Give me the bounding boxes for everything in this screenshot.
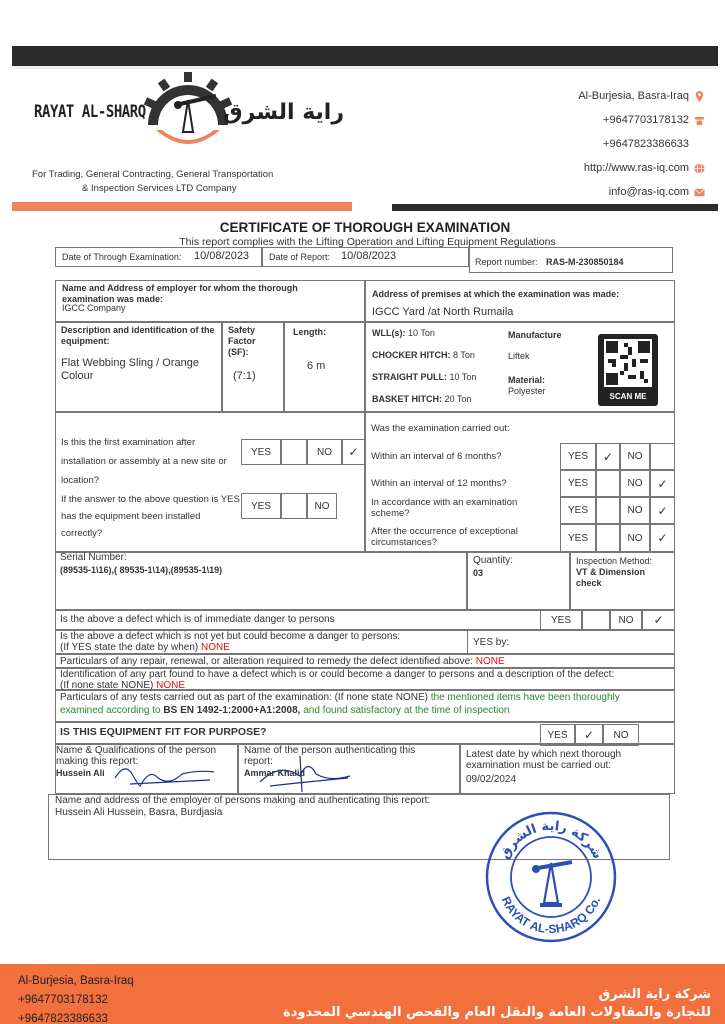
tagline-line-2: & Inspection Services LTD Company: [82, 183, 237, 194]
certificate-subtitle: This report complies with the Lifting Operation and Lifting Equipment Regulations: [179, 236, 556, 248]
method-cell: Inspection Method: VT & Dimension check: [570, 552, 675, 610]
fit-purpose-row: IS THIS EQUIPMENT FIT FOR PURPOSE?: [55, 722, 675, 744]
exceptional-yes[interactable]: YES: [560, 524, 596, 552]
six-months-no[interactable]: NO: [620, 443, 650, 470]
exceptional-no-check[interactable]: ✓: [650, 524, 675, 552]
fit-yes-check[interactable]: ✓: [575, 724, 603, 746]
six-months-yes[interactable]: YES: [560, 443, 596, 470]
spacer-icon: [694, 139, 705, 150]
globe-icon: [694, 163, 705, 174]
exceptional-no[interactable]: NO: [620, 524, 650, 552]
date-report-value: 10/08/2023: [341, 250, 397, 262]
scan-me-label: SCAN ME: [609, 392, 647, 401]
six-months-question: Within an interval of 6 months?: [371, 451, 502, 462]
next-exam-date: 09/02/2024: [466, 774, 517, 785]
company-name-en: RAYAT AL-SHARQ: [34, 102, 146, 122]
footer-company-ar: [283, 986, 711, 1022]
employer-persons-value: Hussein Ali Hussein, Basra, Burdjasia: [55, 807, 223, 818]
qr-code-icon: [604, 339, 652, 387]
inspector-name: Hussein Ali: [56, 768, 105, 778]
manufacture-value: Liftek: [508, 351, 530, 361]
straight-value: 10 Ton: [449, 372, 477, 382]
first-exam-no[interactable]: NO: [307, 439, 342, 465]
premises-cell: Address of premises at which the examination was made: IGCC Yard /at North Rumaila: [365, 280, 675, 322]
employer-value: IGCC Company: [62, 303, 126, 313]
footer-ar-line-2: للتجارة والمقاولات العامة والنقل العام والفحص الهندسي المحدودة: [283, 1005, 711, 1020]
first-exam-no-check[interactable]: ✓: [342, 439, 365, 465]
installed-no[interactable]: NO: [307, 493, 337, 519]
safety-factor-cell: Safety Factor (SF): (7:1): [222, 322, 284, 412]
footer-ar-line-1: شركة راية الشرق: [598, 987, 711, 1002]
footer-address: Al-Burjesia, Basra-Iraq: [18, 975, 134, 987]
first-exam-block: [55, 412, 365, 552]
installed-yes[interactable]: YES: [241, 493, 281, 519]
future-danger-row: Is the above a defect which is not yet but could become a danger to persons: (If YES state the date by when) NONE: [55, 630, 675, 654]
quantity-value: 03: [473, 568, 484, 578]
footer-contacts: [18, 972, 134, 1024]
phone-icon: [694, 115, 705, 126]
company-tagline: [32, 168, 273, 196]
contact-phone-1[interactable]: +9647703178132: [578, 108, 705, 132]
fit-no[interactable]: NO: [603, 724, 639, 746]
scheme-no[interactable]: NO: [620, 497, 650, 524]
length-value: 6 m: [307, 360, 326, 372]
date-through-value: 10/08/2023: [194, 250, 250, 262]
first-exam-question: Is this the first examination after installation or assembly at a new site or location?: [61, 437, 227, 486]
equipment-desc-value: Flat Webbing Sling / Orange Colour: [61, 357, 199, 382]
authenticator-cell: Name of the person authenticating this report: Ammar Khalid: [238, 744, 460, 794]
authenticator-name: Ammar Khalid: [244, 768, 306, 778]
employer-cell: Name and Address of employer for whom the thorough examination was made: IGCC Company: [55, 280, 365, 322]
company-stamp-icon: [482, 808, 620, 946]
scheme-no-check[interactable]: ✓: [650, 497, 675, 524]
twelve-months-yes[interactable]: YES: [560, 470, 596, 497]
serial-cell: Serial Number: (89535-1\16),( 89535-1\14),(89535-1\19): [55, 552, 467, 610]
load-ratings-cell: WLL(s): 10 Ton CHOCKER HITCH: 8 Ton STRAIGHT PULL: 10 Ton BASKET HITCH: 20 Ton Manufacture Liftek Material: Polyester: [365, 322, 675, 412]
premises-value: IGCC Yard /at North Rumaila: [372, 306, 514, 318]
top-dark-bar: [12, 46, 718, 66]
basket-value: 20 Ton: [444, 394, 472, 404]
choker-value: 8 Ton: [453, 350, 475, 360]
identification-none: NONE: [156, 680, 186, 691]
inspector-signature-icon: [110, 760, 220, 792]
wll-value: 10 Ton: [408, 328, 435, 338]
tests-standard: BS EN 1492-1:2000+A1:2008,: [163, 705, 301, 716]
identification-row: Identification of any part found to have a defect which is or could become a danger to persons and a description of the defect: (If none state NONE) NONE: [55, 668, 675, 690]
six-months-no-box[interactable]: [650, 443, 675, 470]
repair-row: Particulars of any repair, renewal, or alteration required to remedy the defect identified above: NONE: [55, 654, 675, 668]
material-value: Polyester: [508, 386, 546, 396]
yes-by-cell: YES by:: [467, 630, 675, 654]
method-value: VT & Dimension check: [576, 567, 646, 588]
twelve-months-yes-box[interactable]: [596, 470, 620, 497]
exam-carried-out-block: Was the examination carried out: Within an interval of 6 months? Within an interval of 12 months? In accordance with an examination scheme? After the occurrence of exceptional circumstances?: [365, 412, 675, 552]
stamp-text-en: RAYAT AL-SHARQ Co.: [498, 894, 604, 937]
quantity-cell: Quantity: 03: [467, 552, 570, 610]
tagline-line-1: For Trading, General Contracting, General Transportation: [32, 169, 274, 180]
footer-phone-2[interactable]: +9647823386633: [18, 1013, 108, 1024]
header-contacts: [578, 84, 705, 204]
fit-yes[interactable]: YES: [540, 724, 575, 746]
header-divider: [12, 202, 718, 211]
location-icon: [694, 91, 705, 102]
contact-address: Al-Burjesia, Basra-Iraq: [578, 84, 705, 108]
safety-factor-value: (7:1): [233, 370, 256, 382]
contact-email[interactable]: info@ras-iq.com: [578, 180, 705, 204]
twelve-months-question: Within an interval of 12 months?: [371, 478, 507, 489]
six-months-yes-check[interactable]: ✓: [596, 443, 620, 470]
inspector-cell: Name & Qualifications of the person making this report: Hussein Ali: [55, 744, 238, 794]
scheme-yes[interactable]: YES: [560, 497, 596, 524]
future-danger-none: NONE: [201, 642, 230, 653]
company-name-ar: راية الشرق: [223, 100, 345, 125]
equipment-desc-cell: Description and identification of the equipment: Flat Webbing Sling / Orange Colour: [55, 322, 222, 412]
authenticator-signature-icon: [250, 752, 360, 796]
repair-none: NONE: [475, 656, 505, 667]
scheme-question: In accordance with an examination scheme?: [371, 497, 518, 519]
top-bar-line: [12, 66, 718, 69]
installed-correctly-question: If the answer to the above question is YES has the equipment been installed correctly?: [61, 494, 240, 539]
certificate-title: CERTIFICATE OF THOROUGH EXAMINATION: [219, 220, 511, 235]
immediate-yes-box[interactable]: [582, 610, 610, 630]
employer-persons-cell: Name and address of the employer of persons making and authenticating this report: Hussein Ali Hussein, Basra, Burdjasia: [48, 794, 670, 860]
immediate-yes[interactable]: YES: [540, 610, 582, 630]
mail-icon: [694, 187, 705, 198]
first-exam-yes-box[interactable]: [281, 439, 307, 465]
exceptional-question: After the occurrence of exceptional circumstances?: [371, 526, 518, 548]
twelve-months-no[interactable]: NO: [620, 470, 650, 497]
tests-row: Particulars of any tests carried out as part of the examination: (If none state NONE) the mentioned items have been thoroughly examined according to BS EN 1492-1:2000+A1:2008, and found satisfactory at the time of inspection: [55, 690, 675, 722]
serial-value: (89535-1\16),( 89535-1\14),(89535-1\19): [60, 565, 223, 575]
report-number-value: RAS-M-230850184: [546, 257, 624, 267]
length-cell: Length: 6 m: [284, 322, 365, 412]
exceptional-yes-box[interactable]: [596, 524, 620, 552]
installed-yes-box[interactable]: [281, 493, 307, 519]
immediate-no[interactable]: NO: [610, 610, 642, 630]
immediate-danger-row: Is the above a defect which is of immediate danger to persons: [55, 610, 675, 630]
company-logo: [28, 72, 348, 202]
contact-phone-2[interactable]: +9647823386633: [578, 132, 705, 156]
contact-website[interactable]: http://www.ras-iq.com: [578, 156, 705, 180]
next-exam-cell: Latest date by which next thorough examination must be carried out: 09/02/2024: [460, 744, 675, 794]
twelve-months-no-check[interactable]: ✓: [650, 470, 675, 497]
qr-code[interactable]: [598, 334, 658, 406]
footer-bar: [0, 964, 725, 1024]
date-through-cell: Date of Through Examination: 10/08/2023: [55, 247, 262, 267]
footer-phone-1[interactable]: +9647703178132: [18, 994, 108, 1006]
date-report-cell: Date of Report: 10/08/2023: [262, 247, 469, 267]
report-number-cell: Report number: RAS-M-230850184: [469, 247, 673, 273]
immediate-no-check[interactable]: ✓: [642, 610, 675, 630]
scheme-yes-box[interactable]: [596, 497, 620, 524]
stamp-text-ar: شركة راية الشرق: [497, 818, 605, 862]
first-exam-yes[interactable]: YES: [241, 439, 281, 465]
